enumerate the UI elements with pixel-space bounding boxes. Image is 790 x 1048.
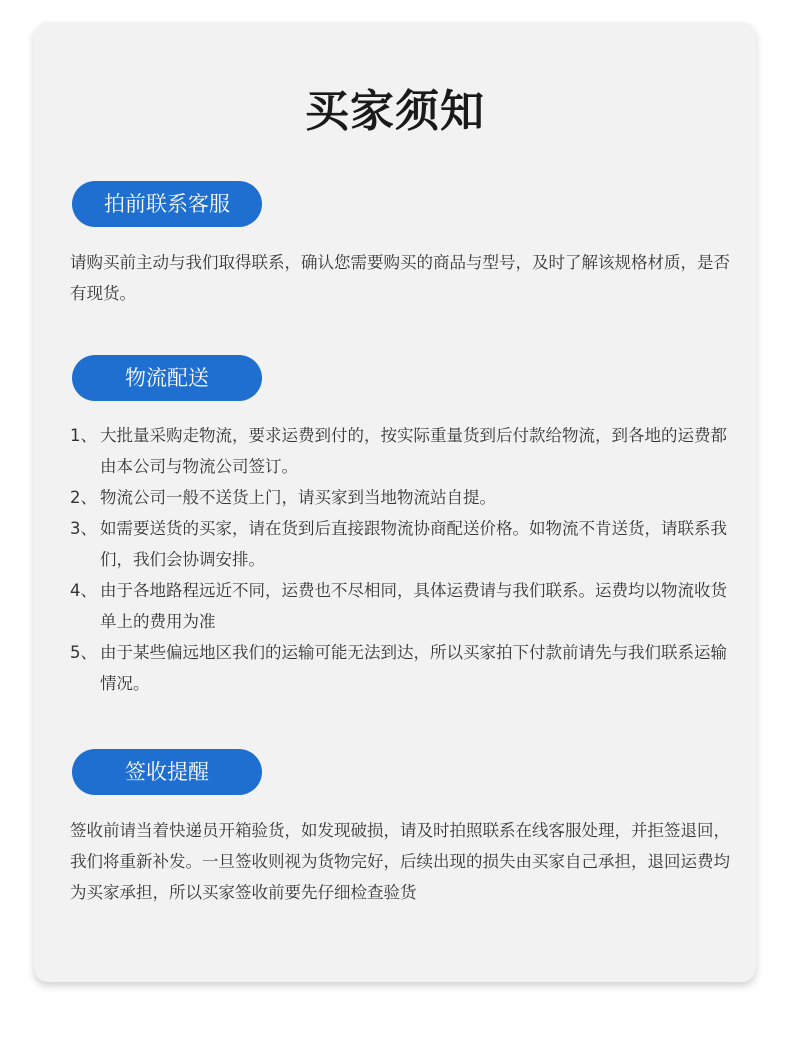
list-item-text: 如需要送货的买家，请在货到后直接跟物流协商配送价格。如物流不肯送货，请联系我们，我们会协调安排。: [100, 519, 727, 569]
list-item-text: 由于某些偏远地区我们的运输可能无法到达，所以买家拍下付款前请先与我们联系运输情况。: [100, 643, 727, 693]
section-heading-contact-service: 拍前联系客服: [72, 181, 262, 227]
list-item-number: 4、: [70, 581, 97, 600]
list-item-text: 大批量采购走物流，要求运费到付的，按实际重量货到后付款给物流，到各地的运费都由本公司与物流公司签订。: [100, 426, 727, 476]
list-item-number: 3、: [70, 519, 97, 538]
list-item: [70, 420, 740, 482]
list-item-text: 由于各地路程远近不同，运费也不尽相同，具体运费请与我们联系。运费均以物流收货单上的费用为准: [100, 581, 727, 631]
list-item-text: 物流公司一般不送货上门，请买家到当地物流站自提。: [100, 488, 496, 507]
list-item: [70, 482, 740, 513]
list-item-number: 1、: [70, 426, 97, 445]
list-item: [70, 575, 740, 637]
section-heading-logistics: 物流配送: [72, 355, 262, 401]
page-title: 买家须知: [305, 86, 485, 137]
list-item-number: 5、: [70, 643, 97, 662]
section-heading-delivery-reminder: 签收提醒: [72, 749, 262, 795]
list-item: [70, 637, 740, 699]
section-body-contact-service: 请购买前主动与我们取得联系，确认您需要购买的商品与型号，及时了解该规格材质，是否有现货。: [70, 253, 730, 303]
logistics-list: [70, 420, 740, 699]
section-body-delivery-reminder: 签收前请当着快递员开箱验货，如发现破损，请及时拍照联系在线客服处理，并拒签退回，我们将重新补发。一旦签收则视为货物完好，后续出现的损失由买家自己承担，退回运费均为买家承担，所以买家签收前要先仔细检查验货: [70, 821, 730, 902]
list-item-number: 2、: [70, 488, 97, 507]
list-item: [70, 513, 740, 575]
